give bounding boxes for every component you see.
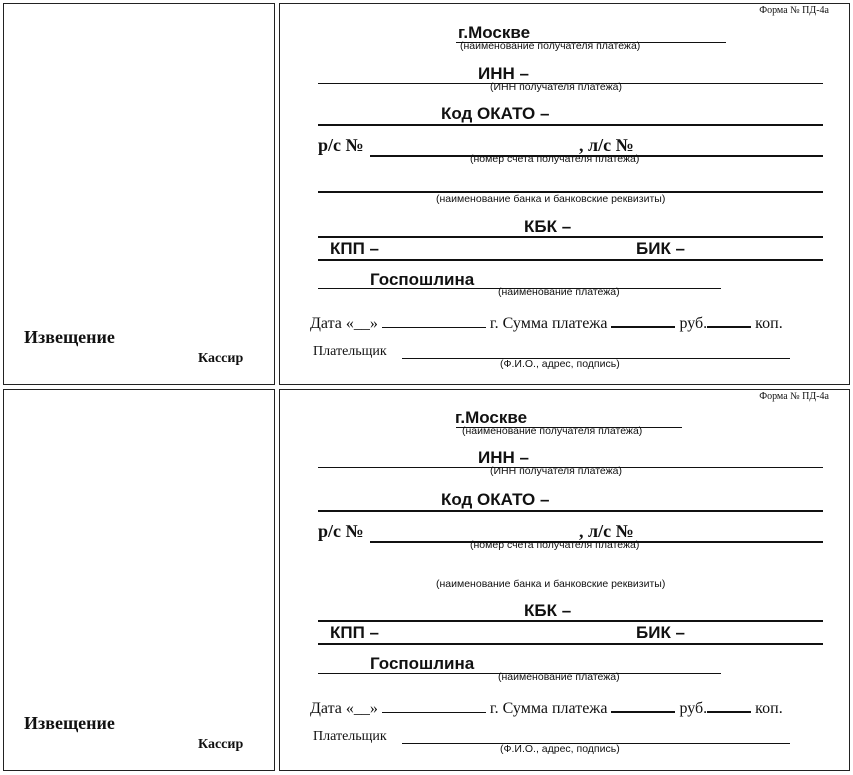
okato-label: Код ОКАТО – bbox=[441, 104, 550, 123]
payment-hint: (наименование платежа) bbox=[498, 671, 620, 683]
bank-hint: (наименование банка и банковские реквизиты) bbox=[436, 193, 666, 205]
okato-line bbox=[318, 510, 823, 512]
coupon-stub bbox=[3, 389, 275, 771]
kpp-bik-line bbox=[318, 259, 823, 261]
kop-label: коп. bbox=[755, 315, 783, 332]
recipient-name: г.Москве bbox=[458, 23, 531, 42]
date-label: Дата «__» bbox=[310, 315, 378, 332]
date-row bbox=[310, 697, 783, 718]
rub-field[interactable] bbox=[611, 697, 675, 713]
okato-label: Код ОКАТО – bbox=[441, 490, 550, 509]
kbk-line bbox=[318, 236, 823, 238]
payment-hint: (наименование платежа) bbox=[498, 286, 620, 298]
form-number: Форма № ПД-4а bbox=[759, 391, 829, 402]
payer-hint: (Ф.И.О., адрес, подпись) bbox=[500, 358, 620, 370]
inn-label: ИНН – bbox=[478, 448, 529, 467]
recipient-hint: (наименование получателя платежа) bbox=[462, 425, 643, 437]
kop-label: коп. bbox=[755, 700, 783, 717]
rub-label: руб. bbox=[679, 315, 708, 332]
bik-label: БИК – bbox=[636, 239, 685, 258]
rs-label: р/с № bbox=[318, 521, 364, 541]
kbk-line bbox=[318, 620, 823, 622]
kbk-label: КБК – bbox=[524, 601, 572, 620]
cashier-label: Кассир bbox=[198, 351, 244, 366]
inn-hint: (ИНН получателя платежа) bbox=[490, 81, 622, 93]
payer-label: Плательщик bbox=[313, 344, 387, 359]
payment-name: Госпошлина bbox=[370, 654, 475, 673]
year-suffix: г. bbox=[489, 700, 499, 717]
rub-label: руб. bbox=[679, 700, 708, 717]
payment-name: Госпошлина bbox=[370, 270, 475, 289]
kpp-label: КПП – bbox=[330, 623, 379, 642]
bank-hint: (наименование банка и банковские реквизиты) bbox=[436, 578, 666, 590]
payment-coupon-1 bbox=[3, 3, 850, 385]
rub-field[interactable] bbox=[611, 312, 675, 328]
year-suffix: г. bbox=[489, 315, 499, 332]
account-hint: (номер счета получателя платежа) bbox=[470, 153, 640, 165]
payer-label: Плательщик bbox=[313, 729, 387, 744]
amount-label: Сумма платежа bbox=[502, 700, 608, 717]
amount-label: Сумма платежа bbox=[502, 315, 608, 332]
okato-line bbox=[318, 124, 823, 126]
date-field[interactable] bbox=[382, 313, 486, 328]
date-label: Дата «__» bbox=[310, 700, 378, 717]
ls-label: , л/с № bbox=[579, 135, 634, 155]
form-number: Форма № ПД-4а bbox=[759, 5, 829, 16]
kbk-label: КБК – bbox=[524, 217, 572, 236]
recipient-hint: (наименование получателя платежа) bbox=[460, 40, 641, 52]
cashier-label: Кассир bbox=[198, 737, 244, 752]
payment-coupon-2 bbox=[3, 389, 850, 771]
date-field[interactable] bbox=[382, 698, 486, 713]
kop-field[interactable] bbox=[707, 312, 751, 328]
recipient-name: г.Москве bbox=[455, 408, 528, 427]
ls-label: , л/с № bbox=[579, 521, 634, 541]
account-hint: (номер счета получателя платежа) bbox=[470, 539, 640, 551]
coupon-body bbox=[279, 3, 850, 385]
date-row bbox=[310, 312, 783, 333]
kpp-bik-line bbox=[318, 643, 823, 645]
kop-field[interactable] bbox=[707, 697, 751, 713]
notice-title: Извещение bbox=[24, 713, 115, 733]
kpp-label: КПП – bbox=[330, 239, 379, 258]
inn-label: ИНН – bbox=[478, 64, 529, 83]
payer-hint: (Ф.И.О., адрес, подпись) bbox=[500, 743, 620, 755]
rs-label: р/с № bbox=[318, 135, 364, 155]
coupon-stub bbox=[3, 3, 275, 385]
bik-label: БИК – bbox=[636, 623, 685, 642]
inn-hint: (ИНН получателя платежа) bbox=[490, 465, 622, 477]
notice-title: Извещение bbox=[24, 327, 115, 347]
coupon-body bbox=[279, 389, 850, 771]
